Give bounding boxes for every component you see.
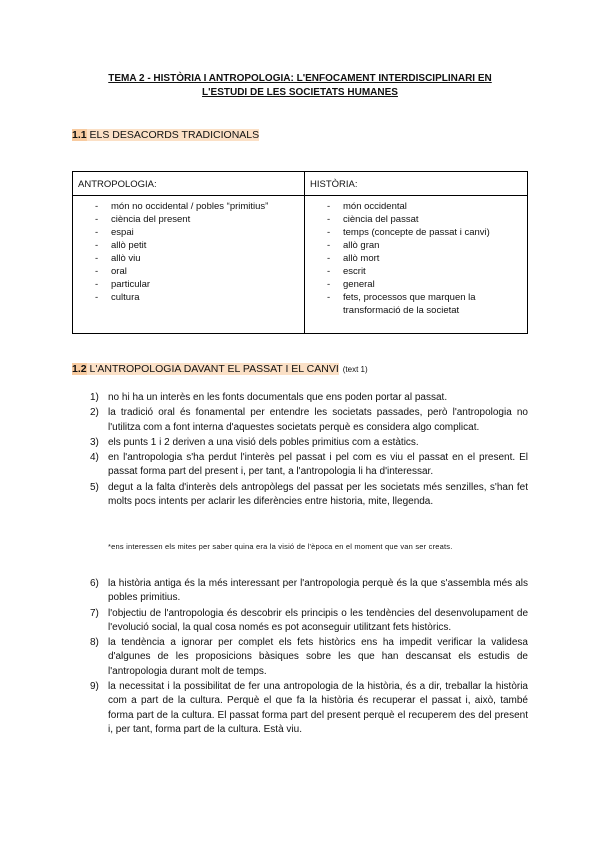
list-item: - ciència del passat xyxy=(327,213,521,226)
point-number: 6) xyxy=(90,578,99,589)
point-number: 7) xyxy=(90,607,99,619)
anthropology-list xyxy=(73,200,304,304)
section-2-number: 1.2 xyxy=(72,363,87,375)
point-text: la tendència a ignorar per complet els fets històrics ens ha impedit verificar la validesa d'algunes de les proposicions bàsiques sobre les que han descansat els estudis de l'antropologia durant molt de temps. xyxy=(108,637,528,677)
numbered-point xyxy=(90,391,528,405)
comparison-table xyxy=(72,171,528,334)
list-item: - general xyxy=(327,278,521,291)
points-list-2 xyxy=(90,577,528,738)
footnote: *ens interessen els mites per saber quina era la visió de l'època en el moment que van ser creats. xyxy=(108,542,453,551)
table-header-anthropology: ANTROPOLOGIA: xyxy=(73,172,305,196)
point-number: 5) xyxy=(90,481,99,493)
point-text: l'objectiu de l'antropologia és descobrir els principis o les tendències del desenvolupament de l'evolució social, la qual cosa només es pot aconseguir utilitzant fets històrics. xyxy=(108,607,528,633)
history-list xyxy=(305,200,527,317)
table-header-history: HISTÒRIA: xyxy=(305,172,528,196)
list-item: - espai xyxy=(95,226,298,239)
point-text: la tradició oral és fonamental per entendre les societats passades, però l'antropologia no l'utilitza com a font interna d'aquestes societats perquè es considera algo complicat. xyxy=(108,407,528,433)
point-number: 2) xyxy=(90,407,99,419)
point-text: els punts 1 i 2 deriven a una visió dels pobles primitius com a estàtics. xyxy=(108,436,419,448)
table-cell-anthropology xyxy=(73,196,305,334)
point-number: 9) xyxy=(90,681,99,693)
list-item: - ciència del present xyxy=(95,213,298,226)
title-line-1: TEMA 2 - HISTÒRIA I ANTROPOLOGIA: L'ENFOCAMENT INTERDISCIPLINARI EN xyxy=(108,73,492,84)
point-number: 4) xyxy=(90,452,99,464)
section-2-note: (text 1) xyxy=(342,365,368,374)
point-number: 8) xyxy=(90,637,99,649)
section-1-number: 1.1 xyxy=(72,129,87,141)
point-number: 3) xyxy=(90,436,99,448)
list-item: - allò petit xyxy=(95,239,298,252)
list-item: - escrit xyxy=(327,265,521,278)
section-1-title: ELS DESACORDS TRADICIONALS xyxy=(89,129,260,141)
list-item: - temps (concepte de passat i canvi) xyxy=(327,226,521,239)
list-item: - oral xyxy=(95,265,298,278)
list-item: - allò viu xyxy=(95,252,298,265)
point-text: en l'antropologia s'ha perdut l'interès pel passat i pel com es viu el passat en el present. El passat forma part del present i, per tant, a l'antropologia li ha d'interessar. xyxy=(108,452,528,478)
list-item: - allò mort xyxy=(327,252,521,265)
numbered-point xyxy=(90,481,528,510)
numbered-point xyxy=(90,577,528,606)
numbered-point xyxy=(90,406,528,435)
point-text: la història antiga és la més interessant per l'antropologia perquè és la que s'assembla més als pobles primitius. xyxy=(108,578,528,604)
document-title xyxy=(72,72,528,100)
numbered-point xyxy=(90,680,528,737)
table-cell-history xyxy=(305,196,528,334)
list-item: - fets, processos que marquen la transformació de la societat xyxy=(327,291,521,317)
point-number: 1) xyxy=(90,392,99,403)
numbered-point xyxy=(90,436,528,450)
list-item: - cultura xyxy=(95,291,298,304)
numbered-point xyxy=(90,636,528,679)
points-list-1 xyxy=(90,391,528,510)
section-2-title: L'ANTROPOLOGIA DAVANT EL PASSAT I EL CANVI xyxy=(89,363,339,375)
list-item: - món occidental xyxy=(327,200,521,213)
title-line-2: L'ESTUDI DE LES SOCIETATS HUMANES xyxy=(202,87,398,98)
section-1-heading xyxy=(72,128,259,142)
point-text: la necessitat i la possibilitat de fer una antropologia de la història, és a dir, treballar la història com a part de la cultura. Perquè el que fa la història és recuperar el passat i, això, també forma part de la cultura. El passat forma part del present perquè el recuperem des del present i, per tant, forma part de la cultura. Està viu. xyxy=(108,681,528,735)
section-2-heading xyxy=(72,362,368,377)
numbered-point xyxy=(90,607,528,636)
list-item: - particular xyxy=(95,278,298,291)
list-item: - allò gran xyxy=(327,239,521,252)
numbered-point xyxy=(90,451,528,480)
point-text: no hi ha un interès en les fonts documentals que ens poden portar al passat. xyxy=(108,392,448,403)
list-item: - món no occidental / pobles “primitius” xyxy=(95,200,298,213)
point-text: degut a la falta d'interès dels antropòlegs del passat per les societats més senzilles, s'han fet molts pocs intents per aclarir les diferències entre historia, mite, llegenda. xyxy=(108,481,528,508)
